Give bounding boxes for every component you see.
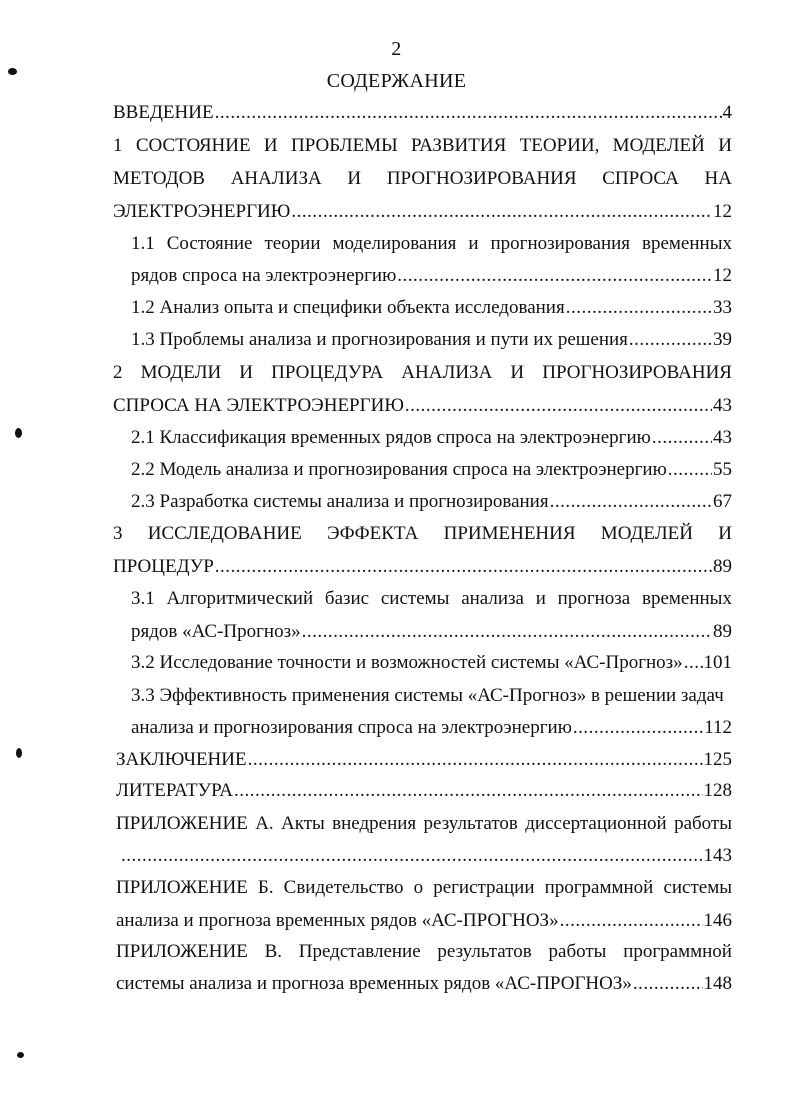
dot-leader — [652, 426, 712, 450]
toc-page-number: 89 — [713, 556, 732, 577]
word: ПРОЦЕДУРА — [271, 362, 384, 383]
word: РАЗВИТИЯ — [410, 135, 507, 156]
word: результатов — [437, 941, 532, 962]
word: И — [510, 362, 525, 383]
word: работы — [674, 813, 732, 834]
toc-page-number: 125 — [703, 749, 732, 770]
toc-entry-title: системы анализа и прогноза временных рядов «АС-ПРОГНОЗ» — [116, 973, 632, 994]
dot-leader — [121, 844, 703, 868]
toc-entry-appendix-a-line-2[interactable] — [120, 844, 732, 868]
page-number: 2 — [391, 38, 402, 60]
dot-leader — [668, 458, 712, 482]
toc-entry-introduction[interactable] — [113, 101, 732, 125]
word: системы — [663, 877, 732, 898]
toc-entry-title: 2.3 Разработка системы анализа и прогнозирования — [131, 491, 549, 512]
word: внедрения — [332, 813, 417, 834]
word: результатов — [423, 813, 518, 834]
word: Алгоритмический — [166, 588, 314, 609]
toc-entry-title: 3.3 Эффективность применения системы «АС-Прогноз» в решении задач — [131, 685, 724, 706]
word: ИССЛЕДОВАНИЕ — [147, 523, 302, 544]
word: базис — [324, 588, 370, 609]
word: временных — [641, 588, 732, 609]
word: Акты — [281, 813, 325, 834]
toc-entry-section-1-3[interactable] — [131, 328, 732, 352]
toc-entry-section-3-3-line-2[interactable] — [131, 716, 732, 740]
word: НА — [704, 168, 732, 189]
word: ПРОГНОЗИРОВАНИЯ — [542, 362, 732, 383]
word: диссертационной — [525, 813, 667, 834]
word: системы — [380, 588, 450, 609]
word: 1.1 — [131, 233, 155, 254]
word: 2 — [113, 362, 123, 383]
toc-entry-section-1-1-line-1[interactable] — [131, 232, 732, 256]
toc-entry-chapter-2-line-2[interactable] — [113, 394, 732, 418]
scan-speck — [8, 68, 17, 75]
word: анализа — [461, 588, 524, 609]
dot-leader — [550, 490, 712, 514]
toc-entry-appendix-a-line-1[interactable] — [116, 812, 732, 836]
word: 3 — [113, 523, 123, 544]
toc-entry-chapter-3-line-1[interactable] — [113, 522, 732, 546]
toc-entry-section-2-3[interactable] — [131, 490, 732, 514]
word: прогнозирования — [490, 233, 631, 254]
word: временных — [642, 233, 732, 254]
toc-entry-title: рядов спроса на электроэнергию — [131, 265, 397, 286]
dot-leader — [234, 779, 703, 803]
toc-entry-conclusion[interactable] — [116, 748, 732, 772]
word: и — [468, 233, 479, 254]
toc-page-number: 101 — [703, 652, 732, 673]
toc-page-number: 148 — [703, 973, 732, 994]
word: СОСТОЯНИЕ — [135, 135, 251, 156]
word: программной — [544, 877, 654, 898]
toc-page-number: 43 — [713, 395, 732, 416]
toc-page-number: 39 — [713, 329, 732, 350]
dot-leader — [633, 972, 703, 996]
toc-entry-chapter-1-line-2[interactable] — [113, 167, 732, 191]
scan-speck — [17, 1052, 24, 1058]
toc-entry-section-1-1-line-2[interactable] — [131, 264, 732, 288]
word: 1 — [113, 135, 123, 156]
word: работы — [548, 941, 607, 962]
toc-entry-section-3-1-line-1[interactable] — [131, 587, 732, 611]
word: И — [263, 135, 278, 156]
word: В. — [264, 941, 283, 962]
toc-entry-chapter-3-line-2[interactable] — [113, 555, 732, 579]
toc-entry-chapter-1-line-3[interactable] — [113, 200, 732, 224]
toc-entry-title: 3.2 Исследование точности и возможностей системы «АС-Прогноз» — [131, 652, 683, 673]
word: Свидетельство — [283, 877, 404, 898]
word: и — [535, 588, 546, 609]
word: Представление — [298, 941, 421, 962]
word: МОДЕЛИ — [140, 362, 222, 383]
word: АНАЛИЗА — [401, 362, 493, 383]
toc-entry-title: 2.1 Классификация временных рядов спроса на электроэнергию — [131, 427, 651, 448]
word: А. — [255, 813, 274, 834]
toc-entry-appendix-b-line-2[interactable] — [116, 909, 732, 933]
dot-leader — [215, 101, 722, 125]
toc-entry-appendix-b-line-1[interactable] — [116, 876, 732, 900]
toc-page-number: 112 — [704, 717, 732, 738]
dot-leader — [566, 296, 712, 320]
word: прогноза — [557, 588, 631, 609]
toc-entry-title: анализа и прогноза временных рядов «АС-ПРОГНОЗ» — [116, 910, 559, 931]
toc-entry-title: 1.3 Проблемы анализа и прогнозирования и пути их решения — [131, 329, 628, 350]
toc-entry-section-2-1[interactable] — [131, 426, 732, 450]
toc-entry-title: ЭЛЕКТРОЭНЕРГИЮ — [113, 201, 291, 222]
word: теории — [264, 233, 321, 254]
toc-page-number: 55 — [713, 459, 732, 480]
toc-entry-title: ПРОЦЕДУР — [113, 556, 214, 577]
toc-entry-title: анализа и прогнозирования спроса на электроэнергию — [131, 717, 572, 738]
toc-page-number: 89 — [713, 621, 732, 642]
word: МОДЕЛЕЙ — [612, 135, 705, 156]
toc-page-number: 4 — [722, 102, 732, 123]
dot-leader — [248, 748, 703, 772]
toc-page-number: 33 — [713, 297, 732, 318]
toc-entry-literature[interactable] — [116, 779, 732, 803]
word: И — [347, 168, 362, 189]
toc-entry-title: СПРОСА НА ЭЛЕКТРОЭНЕРГИЮ — [113, 395, 404, 416]
word: ПРИМЕНЕНИЯ — [443, 523, 576, 544]
toc-entry-section-3-1-line-2[interactable] — [131, 620, 732, 644]
word: моделирования — [332, 233, 457, 254]
toc-entry-title: рядов «АС-Прогноз» — [131, 621, 301, 642]
word: СПРОСА — [602, 168, 679, 189]
word: И — [718, 135, 732, 156]
toc-page-number: 143 — [703, 845, 732, 866]
dot-leader — [291, 200, 712, 224]
word: ПРИЛОЖЕНИЕ — [116, 813, 248, 834]
word: 3.1 — [131, 588, 155, 609]
word: ПРИЛОЖЕНИЕ — [116, 941, 248, 962]
toc-entry-title: 1.2 Анализ опыта и специфики объекта исследования — [131, 297, 565, 318]
toc-entry-appendix-v-line-1[interactable] — [116, 940, 732, 964]
toc-entry-title: 2.2 Модель анализа и прогнозирования спроса на электроэнергию — [131, 459, 667, 480]
toc-entry-section-2-2[interactable] — [131, 458, 732, 482]
word: ПРОГНОЗИРОВАНИЯ — [386, 168, 577, 189]
toc-entry-chapter-1-line-1[interactable] — [113, 134, 732, 158]
word: АНАЛИЗА — [230, 168, 322, 189]
toc-page-number: 128 — [703, 780, 732, 801]
word: ТЕОРИИ, — [519, 135, 600, 156]
word: о — [413, 877, 424, 898]
toc-entry-title: ЛИТЕРАТУРА — [116, 780, 233, 801]
toc-page-number: 43 — [713, 427, 732, 448]
dot-leader — [215, 555, 712, 579]
word: И — [239, 362, 254, 383]
word: МЕТОДОВ — [113, 168, 205, 189]
toc-entry-title: ЗАКЛЮЧЕНИЕ — [116, 749, 247, 770]
dot-leader — [560, 909, 703, 933]
toc-page-number: 67 — [713, 491, 732, 512]
word: программной — [623, 941, 732, 962]
dot-leader — [405, 394, 712, 418]
dot-leader — [573, 716, 703, 740]
toc-entry-section-3-3-line-1[interactable] — [131, 684, 732, 708]
scan-speck — [15, 428, 22, 438]
dot-leader — [397, 264, 712, 288]
toc-entry-section-1-2[interactable] — [131, 296, 732, 320]
word: МОДЕЛЕЙ — [600, 523, 693, 544]
toc-page-number: 146 — [703, 910, 732, 931]
word: ЭФФЕКТА — [327, 523, 419, 544]
word: ПРОБЛЕМЫ — [291, 135, 398, 156]
toc-page-number: 12 — [713, 201, 732, 222]
word: Б. — [257, 877, 274, 898]
word: И — [718, 523, 732, 544]
toc-page-number: 12 — [713, 265, 732, 286]
dot-leader — [684, 651, 703, 675]
toc-entry-appendix-v-line-2[interactable] — [116, 972, 732, 996]
toc-entry-chapter-2-line-1[interactable] — [113, 361, 732, 385]
toc-entry-section-3-2[interactable] — [131, 651, 732, 675]
word: регистрации — [433, 877, 535, 898]
toc-entry-title: ВВЕДЕНИЕ — [113, 102, 214, 123]
dot-leader — [302, 620, 712, 644]
dot-leader — [629, 328, 712, 352]
scan-speck — [16, 748, 22, 758]
word: Состояние — [166, 233, 253, 254]
word: ПРИЛОЖЕНИЕ — [116, 877, 248, 898]
page-title: СОДЕРЖАНИЕ — [326, 70, 467, 92]
